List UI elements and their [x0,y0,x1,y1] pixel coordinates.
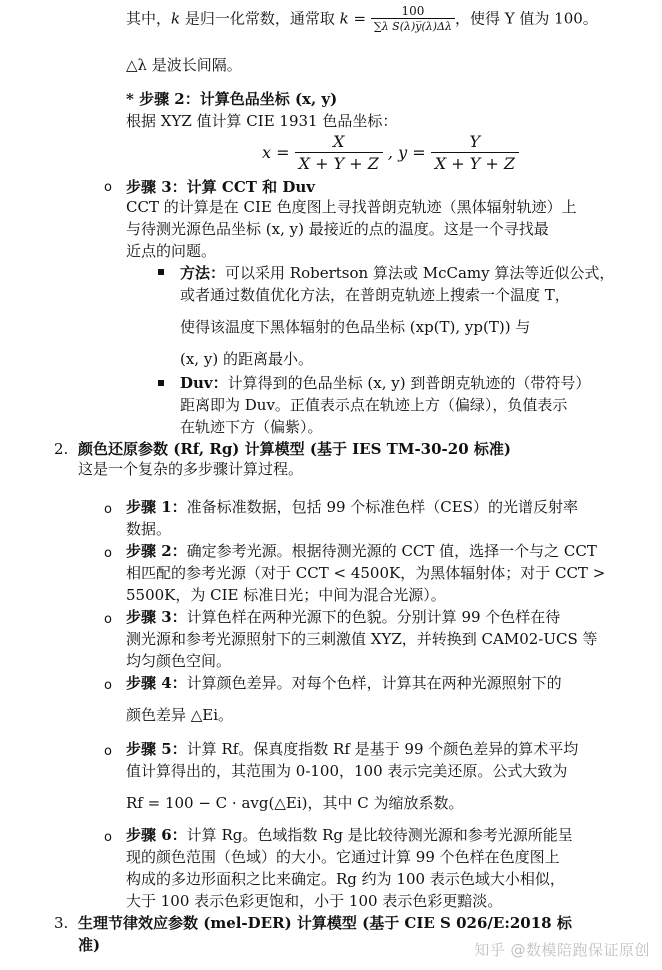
section3-heading-cont: 准) [78,936,101,954]
text-segment: ，使得 Y 值为 100。 [454,9,598,28]
watermark: 知乎 @数模陪跑保证原创 [474,941,650,959]
section2-step-line: 颜色差异 △Ei。 [126,706,234,724]
method-line: (x, y) 的距离最小。 [180,350,313,368]
circle-bullet-icon: o [104,830,112,845]
text-segment: 其中， [126,9,172,28]
section2-step-line: 均匀颜色空间。 [126,652,232,670]
section2-step: 步骤 5：计算 Rf。保真度指数 Rf 是基于 99 个颜色差异的算术平均 [126,740,579,758]
circle-bullet-icon: o [104,546,112,561]
step3-line: 近点的问题。 [126,242,217,260]
duv-line: 距离即为 Duv。正值表示点在轨迹上方（偏绿），负值表示 [180,396,568,414]
section2-step-line: 5500K，为 CIE 标准日光；中间为混合光源）。 [126,586,446,604]
section2-step-line: 构成的多边形面积之比来确定。Rg 约为 100 表示色域大小相似， [126,870,565,888]
section2-heading: 颜色还原参数 (Rf, Rg) 计算模型 (基于 IES TM-30-20 标准) [78,440,511,458]
normalization-line [126,4,598,35]
section2-step-line: 数据。 [126,520,172,538]
section2-step: 步骤 3：计算色样在两种光源下的色貌。分别计算 99 个色样在待 [126,608,561,626]
text-segment: 是归一化常数，通常取 [180,9,340,28]
step3-line: CCT 的计算是在 CIE 色度图上寻找普朗克轨迹（黑体辐射轨迹）上 [126,198,577,216]
method-line: 或者通过数值优化方法，在普朗克轨迹上搜索一个温度 T， [180,286,570,304]
section2-step-line: 值计算得出的，其范围为 0-100，100 表示完美还原。公式大致为 [126,762,568,780]
section2-step-line: 现的颜色范围（色域）的大小。它通过计算 99 个色样在色度图上 [126,848,560,866]
section2-step: 步骤 4：计算颜色差异。对每个色样，计算其在两种光源照射下的 [126,674,562,692]
x-fraction: $\frac{X}{X + Y + Z}$ [295,132,383,175]
k-fraction: $\frac{100}{\text{∑λ S(λ)y̅(λ)Δλ}}$ [371,4,455,35]
section2-intro: 这是一个复杂的多步骤计算过程。 [78,460,304,478]
method-line: 方法：可以采用 Robertson 算法或 McCamy 算法等近似公式， [180,264,615,282]
duv-line: Duv：计算得到的色品坐标 (x, y) 到普朗克轨迹的（带符号） [180,374,591,392]
section-number: 2. [54,440,69,458]
section2-step-line: Rf = 100 − C · avg(△Ei)，其中 C 为缩放系数。 [126,794,464,812]
section2-step: 步骤 6：计算 Rg。色域指数 Rg 是比较待测光源和参考光源所能呈 [126,826,573,844]
circle-bullet-icon: o [104,180,112,195]
square-bullet-icon [158,269,164,275]
step2-heading: * 步骤 2：计算色品坐标 (x, y) [126,90,338,108]
delta-lambda-line: △λ 是波长间隔。 [126,56,242,74]
square-bullet-icon [158,380,164,386]
section2-step-line: 测光源和参考光源照射下的三刺激值 XYZ，并转换到 CAM02-UCS 等 [126,630,598,648]
step2-text: 根据 XYZ 值计算 CIE 1931 色品坐标： [126,112,398,130]
section2-step-line: 大于 100 表示色彩更饱和，小于 100 表示色彩更黯淡。 [126,892,503,910]
section2-step-line: 相匹配的参考光源（对于 CCT < 4500K，为黑体辐射体；对于 CCT > [126,564,606,582]
k-symbol: k [171,9,181,28]
k-equation: k = [339,9,371,28]
step3-line: 与待测光源色品坐标 (x, y) 最接近的点的温度。这是一个寻找最 [126,220,549,238]
duv-line: 在轨迹下方（偏紫）。 [180,418,323,436]
step3-heading: 步骤 3：计算 CCT 和 Duv [126,178,315,196]
circle-bullet-icon: o [104,612,112,627]
y-fraction: $\frac{Y}{X + Y + Z}$ [431,132,519,175]
chromaticity-equation: x = $\frac{X}{X + Y + Z}$ , y = $\frac{Y}{X + Y + Z}$ [262,132,519,175]
circle-bullet-icon: o [104,678,112,693]
circle-bullet-icon: o [104,744,112,759]
circle-bullet-icon: o [104,502,112,517]
section2-step: 步骤 2：确定参考光源。根据待测光源的 CCT 值，选择一个与之 CCT [126,542,597,560]
section2-step: 步骤 1：准备标准数据，包括 99 个标准色样（CES）的光谱反射率 [126,498,578,516]
section3-heading: 生理节律效应参数 (mel-DER) 计算模型 (基于 CIE S 026/E:2018 标 [78,914,572,932]
section-number: 3. [54,914,69,932]
method-line: 使得该温度下黑体辐射的色品坐标 (xp(T), yp(T)) 与 [180,318,531,336]
